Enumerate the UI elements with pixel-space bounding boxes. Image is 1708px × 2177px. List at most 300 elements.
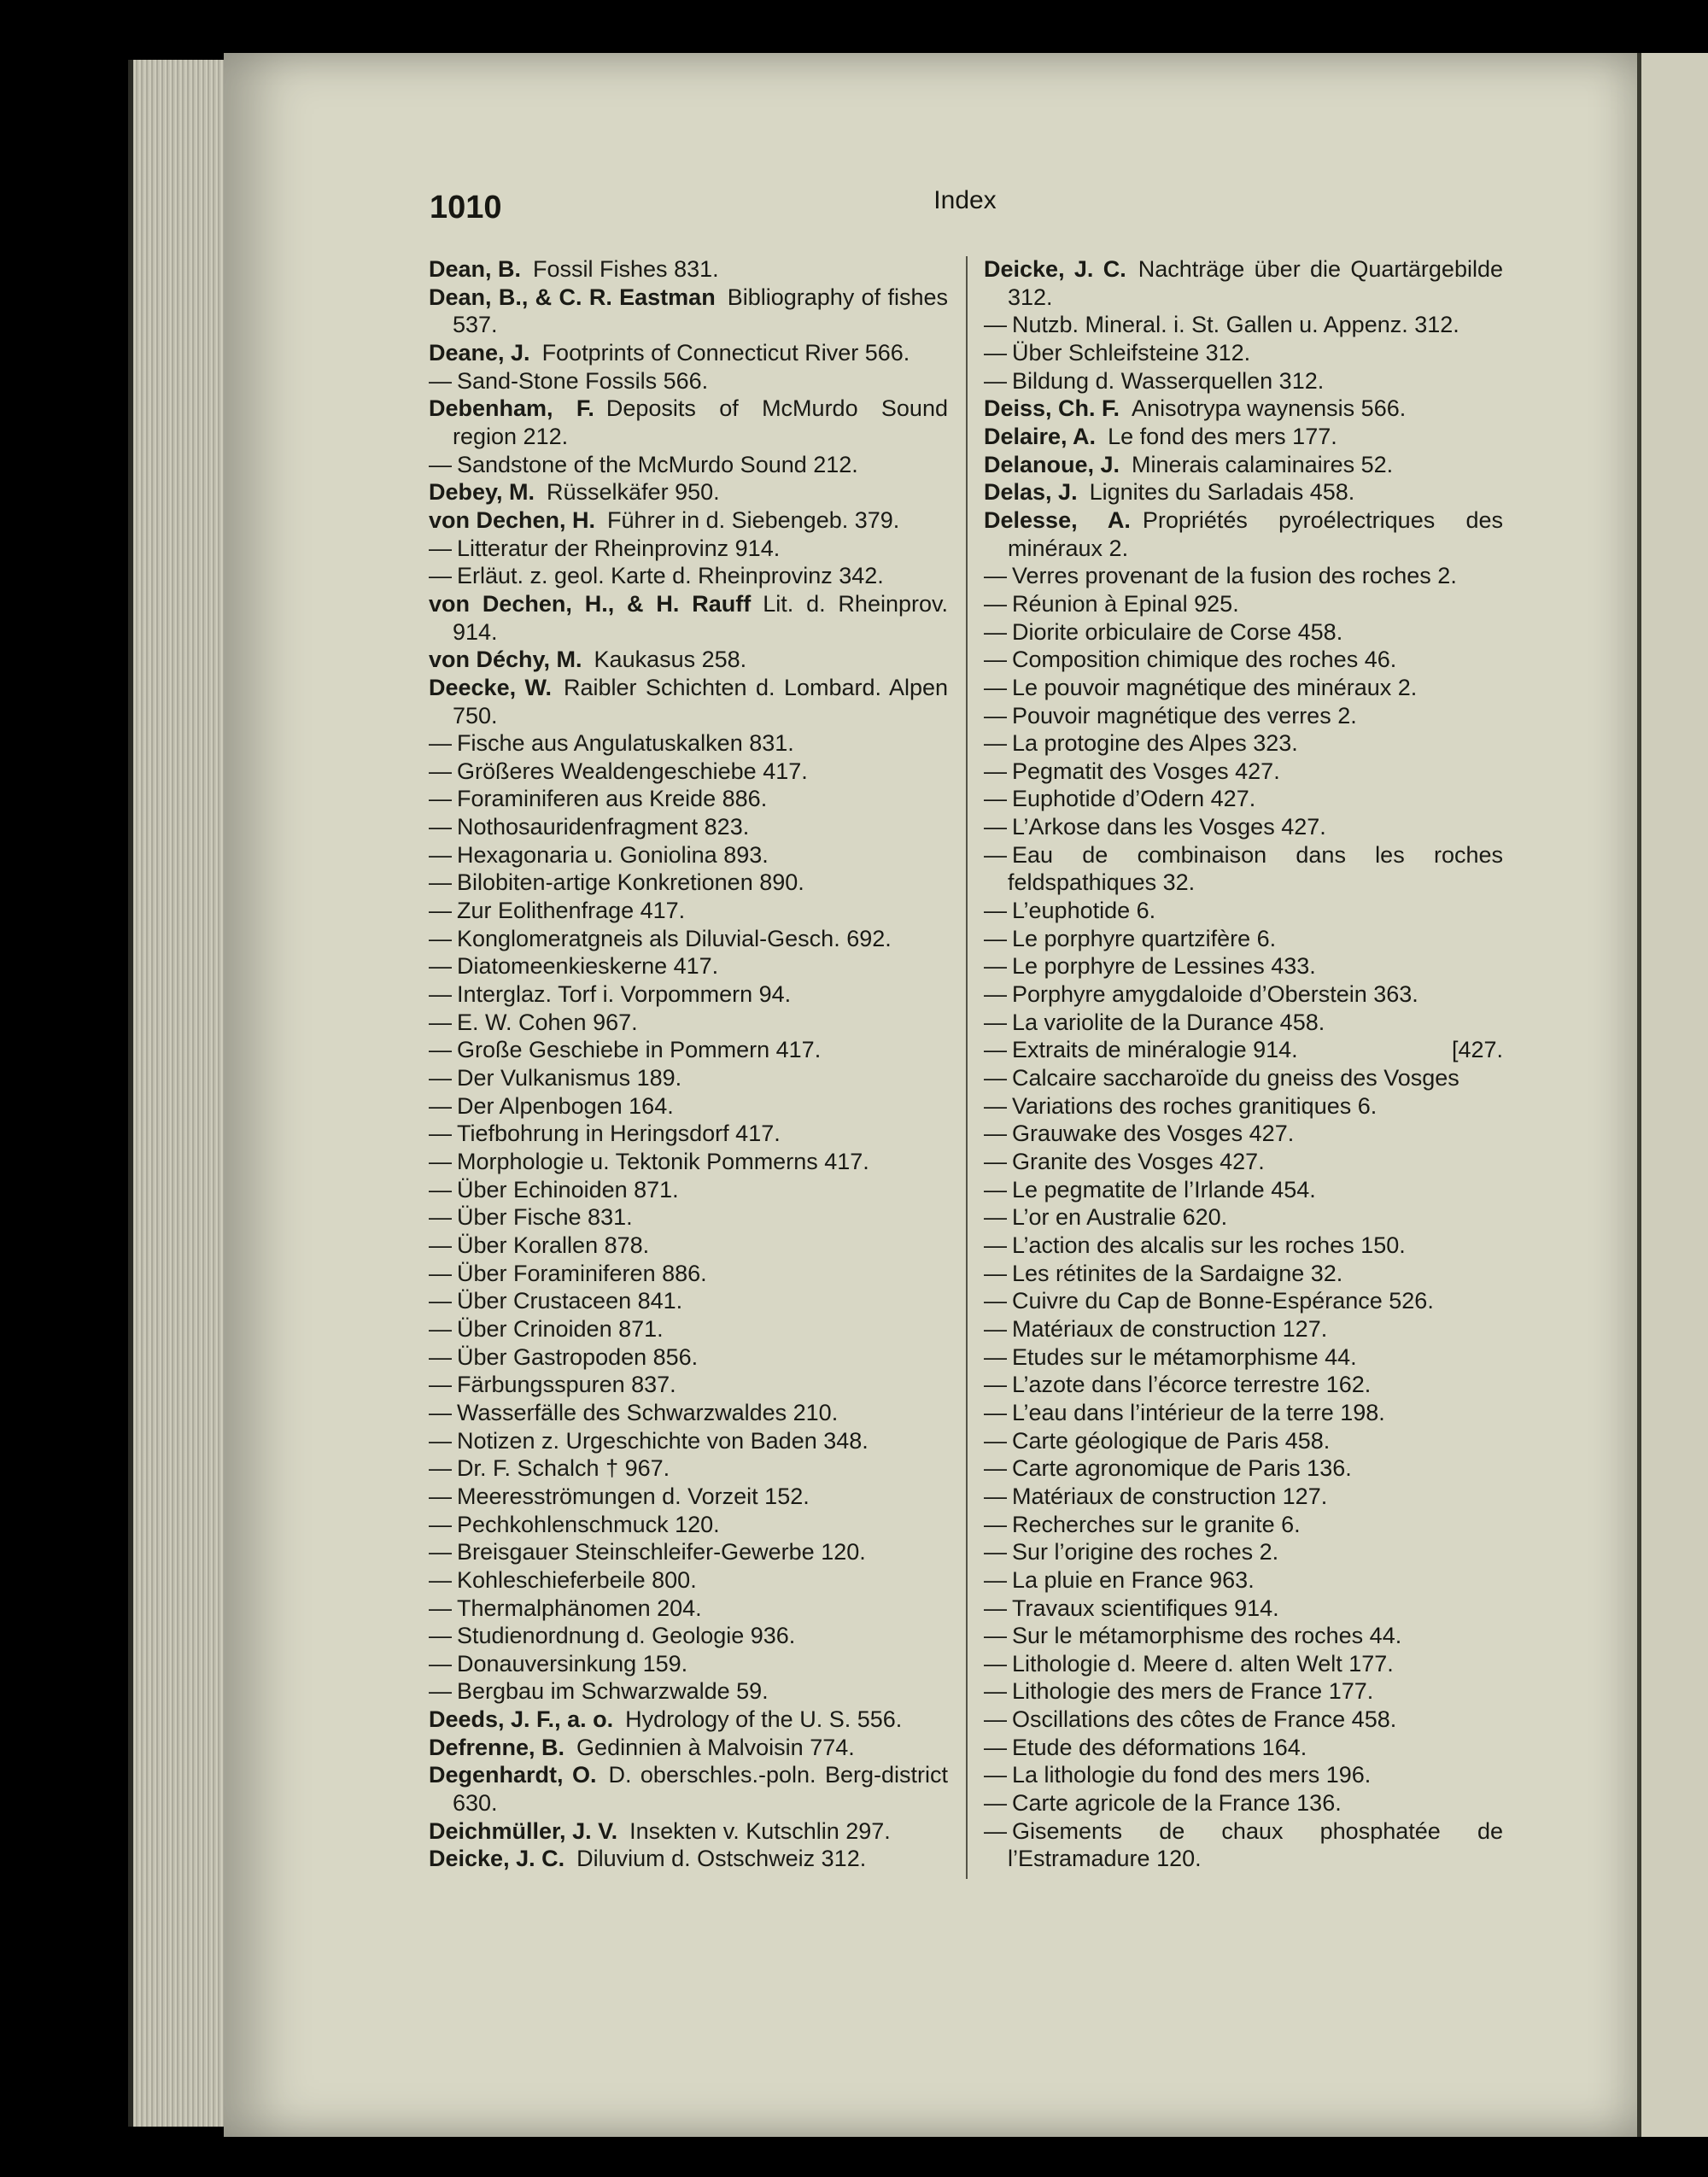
index-entry [984,1399,1503,1427]
entry-title: La lithologie du fond des mers 196. [1012,1762,1372,1788]
ditto-dash: — [429,1483,452,1509]
index-entry [429,758,948,786]
ditto-dash: — [984,1511,1007,1537]
index-entry [429,1566,948,1595]
entry-title: Zur Eolithenfrage 417. [457,898,686,924]
ditto-dash: — [984,898,1007,924]
entry-title: Wasserfälle des Schwarzwaldes 210. [457,1399,839,1425]
index-entry [429,1595,948,1623]
entry-title: Nachträge über die Quartärgebilde 312. [1008,256,1503,310]
ditto-dash: — [429,1009,452,1035]
index-entry [429,1260,948,1288]
ditto-dash: — [429,1678,452,1705]
entry-continuation: [427. [1451,1037,1503,1063]
entry-title: Grauwake des Vosges 427. [1012,1121,1295,1147]
index-entry [984,729,1503,758]
ditto-dash: — [429,814,452,840]
index-entry [429,813,948,841]
index-column-right [984,255,1503,1873]
entry-title: Der Alpenbogen 164. [457,1092,674,1119]
index-entry [984,1677,1503,1706]
entry-title: Tiefbohrung in Heringsdorf 417. [457,1121,781,1147]
index-entry [984,841,1503,897]
index-entry [984,1650,1503,1678]
entry-title: Etude des déformations 164. [1012,1734,1307,1760]
index-entry [429,841,948,869]
index-entry [984,1595,1503,1623]
index-entry [429,1287,948,1315]
entry-title: Konglomeratgneis als Diluvial-Gesch. 692. [457,925,892,951]
entry-title: Breisgauer Steinschleifer-Gewerbe 120. [457,1539,866,1565]
entry-title: Lithologie d. Meere d. alten Welt 177. [1012,1650,1394,1677]
ditto-dash: — [984,758,1007,784]
entry-title: Dr. F. Schalch † 967. [457,1455,670,1482]
entry-title: Der Vulkanismus 189. [457,1065,682,1091]
index-entry [429,1036,948,1064]
index-entry [984,1789,1503,1817]
entry-title: Gisements de chaux phosphatée de l’Estramadure 120. [1008,1817,1503,1872]
index-entry [429,478,948,506]
index-entry [429,1009,948,1037]
ditto-dash: — [429,1092,452,1119]
entry-title: Rüsselkäfer 950. [547,479,720,506]
entry-title: L’Arkose dans les Vosges 427. [1012,814,1326,840]
ditto-dash: — [984,1176,1007,1203]
entry-title: Sandstone of the McMurdo Sound 212. [457,451,858,477]
index-entry [429,925,948,953]
index-entry [984,785,1503,813]
entry-title: Über Crinoiden 871. [457,1315,664,1342]
entry-title: Cuivre du Cap de Bonne-Espérance 526. [1012,1288,1434,1314]
ditto-dash: — [984,1288,1007,1314]
index-entry [429,1232,948,1260]
ditto-dash: — [429,563,452,589]
ditto-dash: — [429,1204,452,1231]
ditto-dash: — [429,758,452,784]
index-entry [429,255,948,284]
entry-title: Porphyre amygdaloide d’Oberstein 363. [1012,981,1418,1008]
entry-title: Insekten v. Kutschlin 297. [629,1817,891,1844]
index-entry [429,1734,948,1762]
entry-title: Le pouvoir magnétique des minéraux 2. [1012,674,1418,700]
index-column-left [429,255,948,1873]
running-title: Index [933,186,997,214]
index-entry [984,339,1503,367]
entry-title: Anisotrypa waynensis 566. [1132,395,1407,422]
index-entry [984,1511,1503,1539]
entry-title: Große Geschiebe in Pommern 417. [457,1037,822,1063]
ditto-dash: — [984,702,1007,729]
index-entry [429,1677,948,1706]
ditto-dash: — [984,1315,1007,1342]
ditto-dash: — [429,1232,452,1258]
entry-title: L’eau dans l’intérieur de la terre 198. [1012,1399,1385,1425]
entry-title: Granite des Vosges 427. [1012,1149,1265,1174]
ditto-dash: — [429,535,452,561]
ditto-dash: — [984,1149,1007,1174]
index-entry [429,1371,948,1399]
entry-title: Über Crustaceen 841. [457,1288,683,1314]
ditto-dash: — [984,1232,1007,1258]
ditto-dash: — [429,1511,452,1537]
ditto-dash: — [984,1650,1007,1677]
entry-author: Deane, J. [429,339,530,366]
entry-title: Hexagonaria u. Goniolina 893. [457,841,769,868]
index-entry [429,785,948,813]
ditto-dash: — [984,1009,1007,1035]
index-entry [984,1566,1503,1595]
entry-title: L’azote dans l’écorce terrestre 162. [1012,1372,1372,1398]
entry-title: Litteratur der Rheinprovinz 914. [457,535,781,561]
ditto-dash: — [984,1595,1007,1621]
index-entry [429,729,948,758]
entry-title: Minerais calaminaires 52. [1132,451,1394,477]
entry-title: Lit. d. Rheinprov. 914. [453,590,948,645]
ditto-dash: — [984,674,1007,700]
entry-author: Deecke, W. [429,674,553,700]
entry-title: Le porphyre quartzifère 6. [1012,925,1277,951]
index-entry [984,1092,1503,1121]
ditto-dash: — [984,841,1007,868]
entry-title: Pechkohlenschmuck 120. [457,1511,720,1537]
index-entry [984,925,1503,953]
ditto-dash: — [429,1399,452,1425]
index-entry [429,1427,948,1455]
ditto-dash: — [984,1623,1007,1649]
index-entry [429,1845,948,1873]
index-entry [429,952,948,980]
entry-title: Notizen z. Urgeschichte von Baden 348. [457,1427,869,1454]
index-entry [984,646,1503,674]
page-number: 1010 [430,190,502,225]
ditto-dash: — [984,1566,1007,1593]
entry-title: Composition chimique des roches 46. [1012,647,1397,673]
entry-title: Propriétés pyroélectriques des minéraux 2. [1008,506,1503,561]
ditto-dash: — [984,1065,1007,1091]
index-entry [429,1706,948,1734]
entry-title: Studienordnung d. Geologie 936. [457,1623,796,1649]
index-entry [984,952,1503,980]
entry-title: Oscillations des côtes de France 458. [1012,1706,1397,1733]
entry-title: Pegmatit des Vosges 427. [1012,758,1280,784]
entry-title: Kaukasus 258. [594,647,747,673]
index-entry [984,1287,1503,1315]
ditto-dash: — [984,367,1007,394]
ditto-dash: — [429,1455,452,1482]
index-entry [429,1650,948,1678]
index-entry [429,339,948,367]
index-entry [984,506,1503,562]
entry-title: Matériaux de construction 127. [1012,1315,1328,1342]
index-entry [429,562,948,590]
ditto-dash: — [429,841,452,868]
entry-title: Morphologie u. Tektonik Pommerns 417. [457,1149,869,1174]
index-entry [984,1343,1503,1372]
index-entry [984,1706,1503,1734]
index-entry [429,869,948,897]
entry-title: Lithologie des mers de France 177. [1012,1678,1374,1705]
index-entry [429,1092,948,1121]
entry-author: von Dechen, H., & H. Rauff [429,590,752,617]
ditto-dash: — [984,1121,1007,1147]
entry-title: Carte agricole de la France 136. [1012,1790,1342,1817]
entry-title: L’euphotide 6. [1012,898,1156,924]
entry-title: Bergbau im Schwarzwalde 59. [457,1678,769,1705]
index-entry [429,1454,948,1483]
entry-title: Über Foraminiferen 886. [457,1260,707,1286]
ditto-dash: — [429,869,452,896]
index-entry [984,1315,1503,1343]
entry-title: Nothosauridenfragment 823. [457,814,750,840]
entry-title: Färbungsspuren 837. [457,1372,676,1398]
index-entry [984,395,1503,423]
entry-author: Delaire, A. [984,423,1097,449]
index-entry [984,813,1503,841]
index-entry [429,980,948,1009]
index-entry [984,618,1503,647]
index-entry [984,451,1503,479]
entry-author: Delas, J. [984,479,1078,506]
entry-author: von Déchy, M. [429,647,582,673]
index-entry [984,1260,1503,1288]
ditto-dash: — [984,1399,1007,1425]
index-entry [984,1036,1503,1064]
entry-title: Diluvium d. Ostschweiz 312. [576,1846,867,1872]
ditto-dash: — [984,1427,1007,1454]
entry-title: Über Gastropoden 856. [457,1343,699,1370]
index-entry [984,1203,1503,1232]
index-entry [984,1148,1503,1176]
entry-title: Matériaux de construction 127. [1012,1483,1328,1509]
ditto-dash: — [984,814,1007,840]
index-entry [984,1454,1503,1483]
entry-title: Über Fische 831. [457,1204,633,1231]
entry-title: D. oberschles.-poln. Berg-district 630. [453,1762,948,1817]
ditto-dash: — [984,730,1007,757]
index-entry [429,1120,948,1148]
index-entry [984,1483,1503,1511]
ditto-dash: — [984,1734,1007,1760]
entry-title: Kohleschieferbeile 800. [457,1566,697,1593]
index-entry [984,1009,1503,1037]
entry-title: Réunion à Epinal 925. [1012,590,1239,617]
index-entry [984,980,1503,1009]
index-entry [429,367,948,395]
entry-title: Interglaz. Torf i. Vorpommern 94. [457,981,792,1008]
index-entry [984,367,1503,395]
index-entry [429,1511,948,1539]
index-entry [429,1176,948,1204]
ditto-dash: — [984,981,1007,1008]
entry-title: Diorite orbiculaire de Corse 458. [1012,618,1343,645]
index-entry [429,1203,948,1232]
entry-author: Defrenne, B. [429,1734,565,1760]
ditto-dash: — [984,1343,1007,1370]
index-entry [984,674,1503,702]
entry-title: Über Schleifsteine 312. [1012,339,1251,366]
entry-author: Dean, B., & C. R. Eastman [429,284,716,310]
index-entry [429,1315,948,1343]
index-entry [429,1538,948,1566]
entry-title: La protogine des Alpes 323. [1012,730,1298,757]
ditto-dash: — [984,786,1007,812]
entry-title: Raibler Schichten d. Lombard. Alpen 750. [453,674,949,729]
ditto-dash: — [429,1037,452,1063]
index-entry [984,1734,1503,1762]
entry-title: La pluie en France 963. [1012,1566,1255,1593]
entry-title: Nutzb. Mineral. i. St. Gallen u. Appenz. 312. [1012,312,1459,338]
index-entry [984,478,1503,506]
ditto-dash: — [429,981,452,1008]
ditto-dash: — [984,1037,1007,1063]
index-entry [429,1399,948,1427]
ditto-dash: — [984,953,1007,980]
entry-title: Footprints of Connecticut River 566. [541,339,910,366]
ditto-dash: — [429,730,452,757]
ditto-dash: — [429,953,452,980]
entry-author: Delesse, A. [984,506,1131,533]
index-entry [429,506,948,535]
column-divider [966,256,968,1879]
entry-author: Deiss, Ch. F. [984,395,1120,422]
entry-title: Deposits of McMurdo Sound region 212. [453,395,948,449]
index-entry [429,1148,948,1176]
entry-title: Fische aus Angulatuskalken 831. [457,730,794,757]
entry-author: Deeds, J. F., a. o. [429,1706,614,1733]
entry-title: Foraminiferen aus Kreide 886. [457,786,768,812]
index-entry [984,897,1503,925]
entry-title: Le pegmatite de l’Irlande 454. [1012,1176,1316,1203]
book-page-edges [128,60,231,2127]
entry-title: Sur l’origine des roches 2. [1012,1539,1279,1565]
entry-title: Carte géologique de Paris 458. [1012,1427,1331,1454]
ditto-dash: — [429,1065,452,1091]
index-entry [429,590,948,646]
ditto-dash: — [429,1539,452,1565]
entry-author: Debey, M. [429,479,535,506]
entry-title: Extraits de minéralogie 914. [1012,1037,1298,1063]
entry-author: Deicke, J. C. [429,1846,565,1872]
entry-title: Les rétinites de la Sardaigne 32. [1012,1260,1343,1286]
entry-title: Le porphyre de Lessines 433. [1012,953,1316,980]
entry-author: Degenhardt, O. [429,1762,597,1788]
entry-title: Travaux scientifiques 914. [1012,1595,1279,1621]
entry-title: Über Korallen 878. [457,1232,650,1258]
index-entry [984,1817,1503,1873]
ditto-dash: — [429,1343,452,1370]
index-entry [429,1483,948,1511]
ditto-dash: — [429,367,452,394]
entry-author: Deichmüller, J. V. [429,1817,618,1844]
ditto-dash: — [429,1260,452,1286]
index-entry [984,1622,1503,1650]
index-entry [429,674,948,729]
index-entry [984,1427,1503,1455]
ditto-dash: — [429,451,452,477]
ditto-dash: — [984,563,1007,589]
index-entry [429,535,948,563]
index-entry [429,646,948,674]
index-entry [984,1176,1503,1204]
entry-author: Debenham, F. [429,395,594,422]
entry-title: Über Echinoiden 871. [457,1176,679,1203]
index-entry [984,1538,1503,1566]
entry-title: Calcaire saccharoïde du gneiss des Vosges [1012,1065,1459,1091]
index-entry [984,1120,1503,1148]
ditto-dash: — [429,1650,452,1677]
ditto-dash: — [984,1762,1007,1788]
ditto-dash: — [429,1566,452,1593]
entry-title: Verres provenant de la fusion des roches 2. [1012,563,1457,589]
ditto-dash: — [429,898,452,924]
entry-title: Größeres Wealdengeschiebe 417. [457,758,808,784]
entry-author: von Dechen, H. [429,506,596,533]
index-entry [984,311,1503,339]
index-entry [984,255,1503,311]
index-entry [429,897,948,925]
entry-author: Deicke, J. C. [984,256,1126,282]
index-entry [984,562,1503,590]
entry-title: Bildung d. Wasserquellen 312. [1012,367,1325,394]
entry-title: Eau de combinaison dans les roches feldspathiques 32. [1008,841,1503,896]
entry-title: Etudes sur le métamorphisme 44. [1012,1343,1357,1370]
entry-title: La variolite de la Durance 458. [1012,1009,1325,1035]
facing-page-edge [1637,53,1708,2137]
entry-title: Fossil Fishes 831. [533,256,719,282]
entry-title: Führer in d. Siebengeb. 379. [607,506,900,533]
entry-title: Recherches sur le granite 6. [1012,1511,1301,1537]
ditto-dash: — [984,618,1007,645]
entry-title: L’or en Australie 620. [1012,1204,1228,1231]
entry-title: Pouvoir magnétique des verres 2. [1012,702,1357,729]
ditto-dash: — [984,339,1007,366]
entry-title: Donauversinkung 159. [457,1650,688,1677]
entry-title: Euphotide d’Odern 427. [1012,786,1256,812]
ditto-dash: — [984,647,1007,673]
entry-title: E. W. Cohen 967. [457,1009,638,1035]
entry-title: Sur le métamorphisme des roches 44. [1012,1623,1402,1649]
ditto-dash: — [429,786,452,812]
index-entry [984,758,1503,786]
index-entry [984,1371,1503,1399]
ditto-dash: — [984,1260,1007,1286]
index-entry [984,1761,1503,1789]
entry-title: Meeresströmungen d. Vorzeit 152. [457,1483,810,1509]
ditto-dash: — [984,1678,1007,1705]
ditto-dash: — [984,1539,1007,1565]
entry-title: Hydrology of the U. S. 556. [625,1706,903,1733]
entry-author: Dean, B. [429,256,522,282]
ditto-dash: — [429,1288,452,1314]
index-entry [429,451,948,479]
ditto-dash: — [429,925,452,951]
ditto-dash: — [429,1372,452,1398]
ditto-dash: — [429,1623,452,1649]
ditto-dash: — [984,1790,1007,1817]
ditto-dash: — [984,312,1007,338]
index-entry [429,1343,948,1372]
index-entry [429,284,948,339]
ditto-dash: — [429,1176,452,1203]
entry-author: Delanoue, J. [984,451,1120,477]
entry-title: Bilobiten-artige Konkretionen 890. [457,869,804,896]
ditto-dash: — [984,1372,1007,1398]
index-entry [429,1761,948,1817]
entry-title: Diatomeenkieskerne 417. [457,953,719,980]
index-entry [429,1064,948,1092]
ditto-dash: — [429,1121,452,1147]
ditto-dash: — [984,1817,1007,1844]
